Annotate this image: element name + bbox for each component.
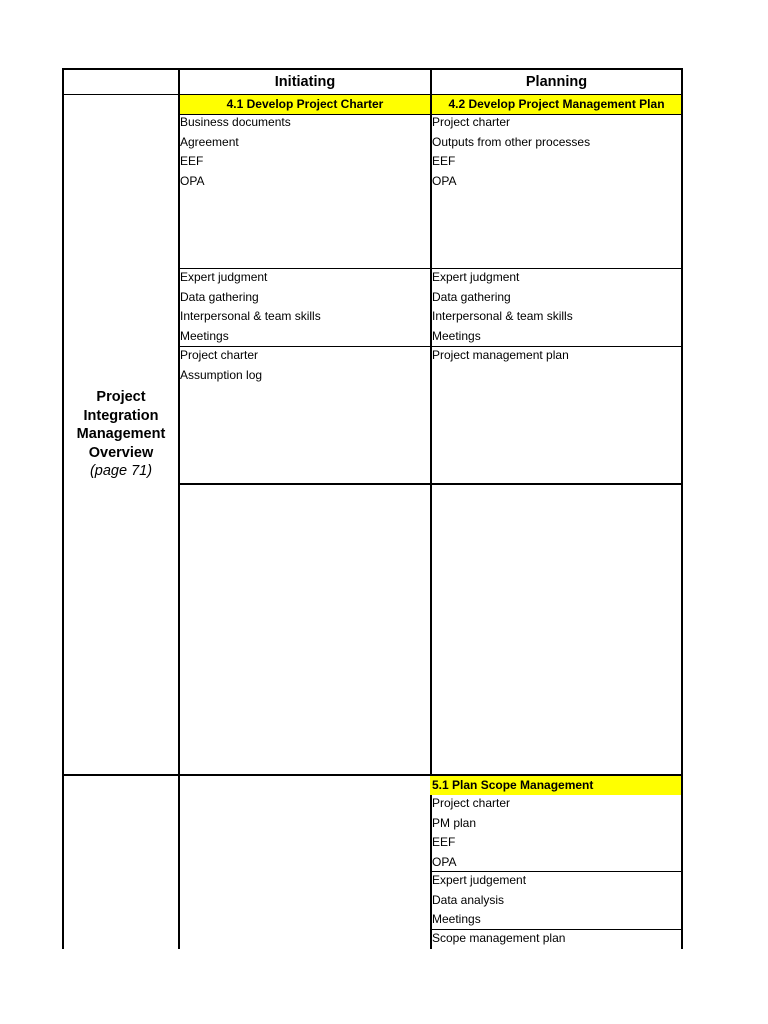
process-4-2-inputs <box>430 113 590 191</box>
list-item: Expert judgment <box>180 270 268 284</box>
list-item: Interpersonal & team skills <box>180 309 321 323</box>
list-item: Project charter <box>180 348 259 362</box>
list-item: Business documents <box>180 115 291 129</box>
area-label-line-3: Management <box>76 426 166 442</box>
table-left-border <box>62 68 64 949</box>
list-item: Scope management plan <box>432 931 566 945</box>
area-label-line-1: Project <box>96 389 146 405</box>
process-4-2-tools <box>430 268 573 346</box>
list-item: PM plan <box>432 815 477 830</box>
list-item: Assumption log <box>180 367 263 382</box>
process-4-1-inputs <box>178 113 291 191</box>
list-item: Project charter <box>432 115 511 129</box>
column-header-planning: Planning <box>525 74 588 90</box>
list-item: Agreement <box>180 134 239 149</box>
page-reference: (page 71) <box>89 463 153 479</box>
list-item: EEF <box>432 835 456 849</box>
process-5-1-header: 5.1 Plan Scope Management <box>430 776 681 795</box>
list-item: EEF <box>432 154 456 168</box>
process-4-1-header: 4.1 Develop Project Charter <box>180 95 430 114</box>
list-item: Expert judgement <box>432 873 527 887</box>
process-5-1-outputs <box>430 929 565 949</box>
process-4-1-outputs <box>178 346 262 385</box>
list-item: Meetings <box>180 328 229 343</box>
column-header-initiating: Initiating <box>274 74 336 90</box>
list-item: Expert judgment <box>432 270 520 284</box>
list-item: Meetings <box>432 328 481 343</box>
list-item: Interpersonal & team skills <box>432 309 573 323</box>
area-label-line-2: Integration <box>83 407 159 424</box>
knowledge-area-label <box>64 388 178 481</box>
list-item: Outputs from other processes <box>432 134 591 149</box>
table-right-border <box>681 68 683 949</box>
area-label-line-4: Overview <box>88 444 154 461</box>
list-item: OPA <box>432 173 457 188</box>
list-item: EEF <box>180 154 204 168</box>
list-item: Meetings <box>432 912 481 926</box>
process-5-1-inputs <box>430 794 510 872</box>
process-4-2-header: 4.2 Develop Project Management Plan <box>432 95 681 114</box>
process-5-1-tools <box>430 871 526 930</box>
list-item: Project management plan <box>432 348 569 362</box>
list-item: OPA <box>432 854 457 869</box>
list-item: Data gathering <box>180 289 259 304</box>
process-4-1-tools <box>178 268 321 346</box>
list-item: Project charter <box>432 796 511 810</box>
integration-outputs-bottom <box>179 483 682 485</box>
list-item: Data gathering <box>432 289 511 304</box>
col-divider-1 <box>178 68 180 949</box>
process-4-2-outputs <box>430 346 569 366</box>
list-item: OPA <box>180 173 205 188</box>
list-item: Data analysis <box>432 892 505 907</box>
